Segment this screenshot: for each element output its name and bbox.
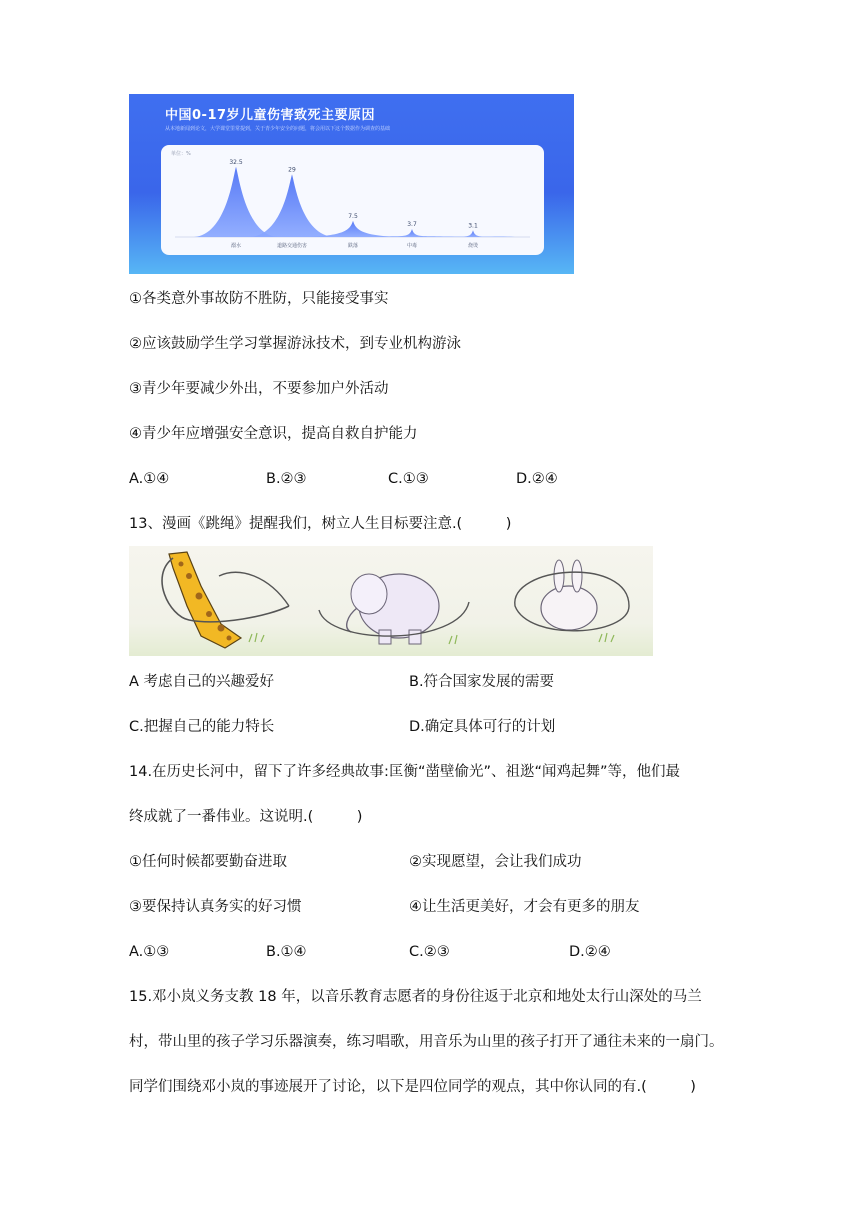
q14-statement-2: ②实现愿望，会让我们成功 bbox=[409, 854, 582, 870]
chart-panel bbox=[161, 145, 544, 255]
cartoon-illustration bbox=[129, 546, 653, 656]
q13-option-b: B.符合国家发展的需要 bbox=[409, 674, 555, 690]
chart-image bbox=[129, 94, 574, 274]
q13-option-a: A 考虑自己的兴趣爱好 bbox=[129, 674, 275, 690]
q12-option-1: ①各类意外事故防不胜防，只能接受事实 bbox=[129, 291, 389, 307]
q14-statement-4: ④让生活更美好，才会有更多的朋友 bbox=[409, 899, 640, 915]
chart-category-label-2: 道路交通伤害 bbox=[276, 243, 308, 249]
q15-line2: 村，带山里的孩子学习乐器演奏，练习唱歌，用音乐为山里的孩子打开了通往未来的一扇门。 bbox=[129, 1034, 724, 1050]
jump-rope-cartoon bbox=[129, 546, 653, 656]
chart-value-label-2: 29 bbox=[288, 166, 296, 174]
chart-category-label-1: 溺水 bbox=[230, 243, 242, 249]
chart-value-label-5: 3.1 bbox=[468, 222, 478, 230]
chart-value-label-1: 32.5 bbox=[229, 158, 243, 166]
chart-category-label-5: 烧烫 bbox=[467, 243, 479, 249]
q12-answer-d: D.②④ bbox=[516, 471, 558, 487]
chart-peak-2 bbox=[250, 174, 334, 237]
q14-answer-d: D.②④ bbox=[569, 944, 611, 960]
chart-peak-1 bbox=[194, 167, 278, 237]
q12-answer-b: B.②③ bbox=[266, 471, 307, 487]
q14-stem-line1: 14.在历史长河中，留下了许多经典故事:匡衡“凿壁偷光”、祖逖“闻鸡起舞”等，他们最 bbox=[129, 764, 680, 780]
chart-value-label-4: 3.7 bbox=[407, 221, 417, 229]
q15-line1: 15.邓小岚义务支教 18 年，以音乐教育志愿者的身份往返于北京和地处太行山深处的马兰 bbox=[129, 989, 702, 1005]
chart-title: 中国0-17岁儿童伤害致死主要原因 bbox=[165, 108, 376, 123]
q14-statement-1: ①任何时候都要勤奋进取 bbox=[129, 854, 287, 870]
q12-option-3: ③青少年要减少外出，不要参加户外活动 bbox=[129, 381, 389, 397]
giraffe-figure bbox=[162, 552, 289, 648]
q15-line3: 同学们围绕邓小岚的事迹展开了讨论，以下是四位同学的观点，其中你认同的有.( ) bbox=[129, 1079, 696, 1095]
chart-peak-5 bbox=[431, 230, 515, 237]
chart-plot bbox=[161, 145, 544, 255]
rabbit-figure bbox=[515, 560, 629, 631]
elephant-figure bbox=[319, 574, 469, 644]
q12-answer-a: A.①④ bbox=[129, 471, 170, 487]
q13-option-c: C.把握自己的能力特长 bbox=[129, 719, 275, 735]
q14-statement-3: ③要保持认真务实的好习惯 bbox=[129, 899, 302, 915]
q14-answer-c: C.②③ bbox=[409, 944, 450, 960]
chart-value-label-3: 7.5 bbox=[348, 212, 358, 220]
q12-answer-c: C.①③ bbox=[388, 471, 429, 487]
q14-answer-a: A.①③ bbox=[129, 944, 170, 960]
chart-unit-label: 单位：% bbox=[171, 151, 191, 157]
chart-category-label-3: 跌落 bbox=[347, 243, 359, 249]
q12-option-4: ④青少年应增强安全意识，提高自救自护能力 bbox=[129, 426, 418, 442]
q14-answer-b: B.①④ bbox=[266, 944, 307, 960]
chart-subtitle: 从本地新闻到论文，大学课堂里常提到，关于青少年安全的问题，将会用以下这个数据作为调查的基础 bbox=[165, 126, 391, 132]
chart-peak-4 bbox=[370, 229, 454, 237]
q14-stem-line2: 终成就了一番伟业。这说明.( ) bbox=[129, 809, 363, 825]
q13-stem: 13、漫画《跳绳》提醒我们，树立人生目标要注意.( ) bbox=[129, 516, 512, 532]
chart-category-label-4: 中毒 bbox=[406, 243, 418, 249]
q13-option-d: D.确定具体可行的计划 bbox=[409, 719, 556, 735]
q12-option-2: ②应该鼓励学生学习掌握游泳技术，到专业机构游泳 bbox=[129, 336, 461, 352]
